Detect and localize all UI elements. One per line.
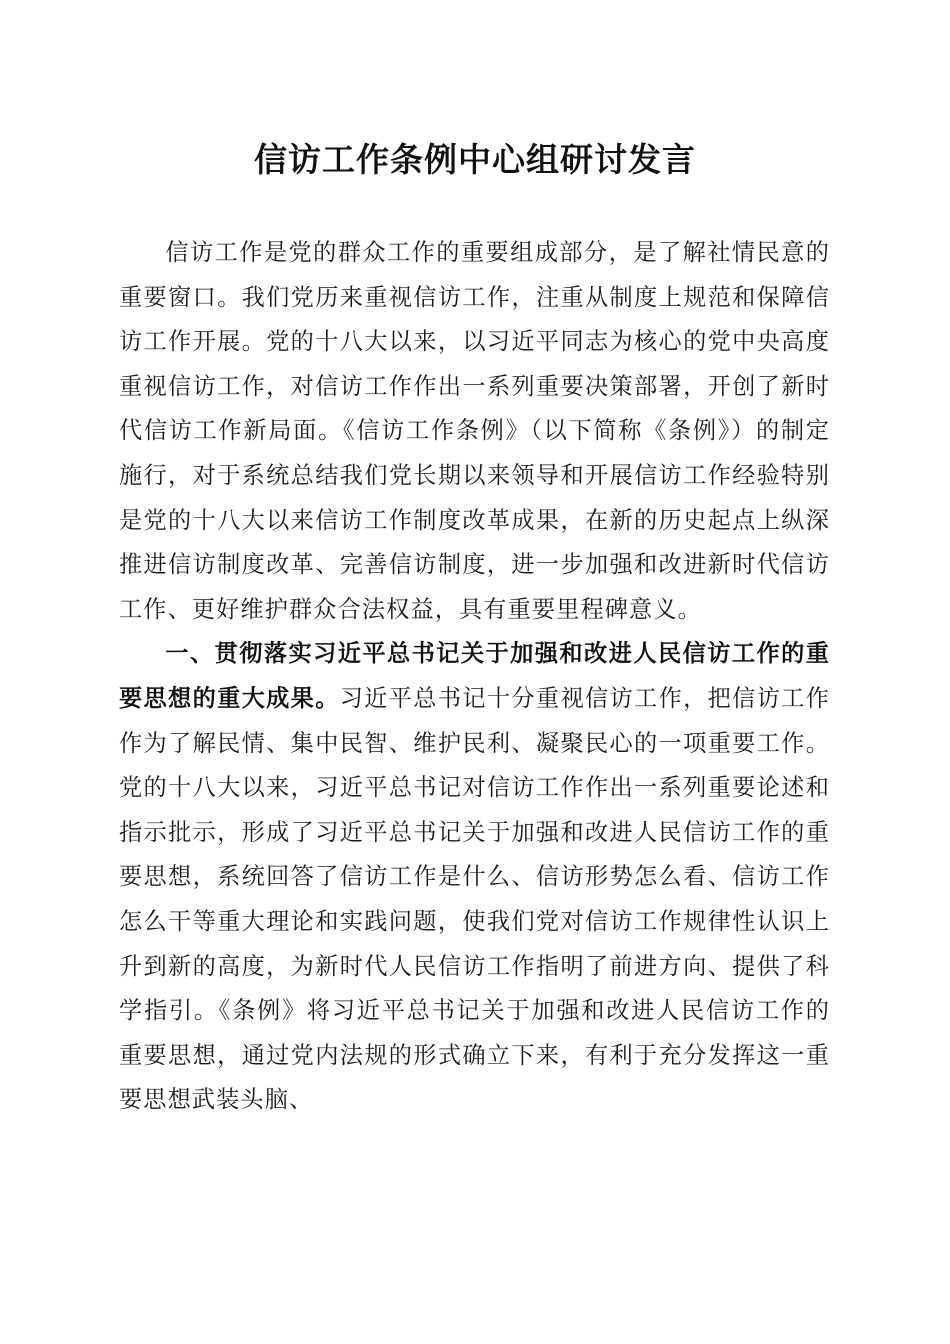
document-body <box>119 231 830 1123</box>
paragraph-section-one <box>119 632 830 1123</box>
section-one-heading: 一、贯彻落实习近平总书记关于加强和改进人民信访工作的重要思想的重大成果。 <box>119 640 830 712</box>
section-one-body: 习近平总书记十分重视信访工作，把信访工作作为了解民情、集中民智、维护民利、凝聚民心的一项重要工作。党的十八大以来，习近平总书记对信访工作作出一系列重要论述和指示批示，形成了习近平总书记关于加强和改进人民信访工作的重要思想，系统回答了信访工作是什么、信访形势怎么看、信访工作怎么干等重大理论和实践问题，使我们党对信访工作规律性认识上升到新的高度，为新时代人民信访工作指明了前进方向、提供了科学指引。《条例》将习近平总书记关于加强和改进人民信访工作的重要思想，通过党内法规的形式确立下来，有利于充分发挥这一重要思想武装头脑、 <box>119 684 830 1114</box>
paragraph-intro: 信访工作是党的群众工作的重要组成部分，是了解社情民意的重要窗口。我们党历来重视信访工作，注重从制度上规范和保障信访工作开展。党的十八大以来，以习近平同志为核心的党中央高度重视信访工作，对信访工作作出一系列重要决策部署，开创了新时代信访工作新局面。《信访工作条例》（以下简称《条例》）的制定施行，对于系统总结我们党长期以来领导和开展信访工作经验特别是党的十八大以来信访工作制度改革成果，在新的历史起点上纵深推进信访制度改革、完善信访制度，进一步加强和改进新时代信访工作、更好维护群众合法权益，具有重要里程碑意义。 <box>119 239 830 623</box>
document-title: 信访工作条例中心组研讨发言 <box>254 140 696 179</box>
